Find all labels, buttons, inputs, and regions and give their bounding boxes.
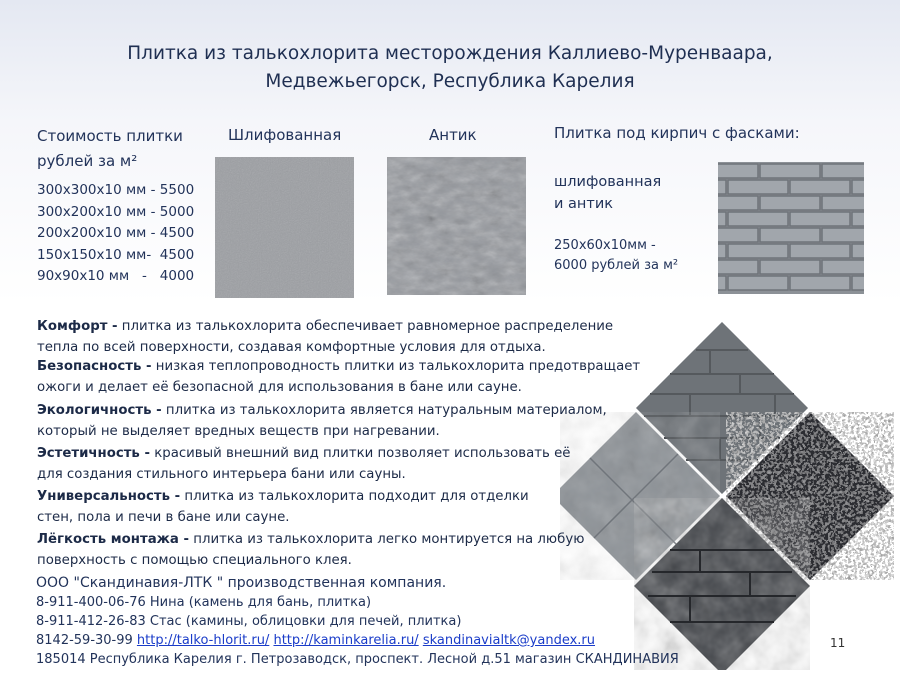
antique-tile-image	[387, 157, 526, 295]
phone-office: 8142-59-30-99	[36, 633, 137, 648]
feature-text: плитка из талькохлорита обеспечивает равномерное распределение тепла по всей поверхности, создавая комфортные условия для отдыха.	[37, 319, 614, 355]
title-line-2: Медвежьегорск, Республика Карелия	[265, 71, 635, 92]
link-kaminkarelia[interactable]: http://kaminkarelia.ru/	[273, 633, 419, 648]
phone-links-row	[36, 631, 679, 650]
feature-text: плитка из талькохлорита подходит для отделки стен, пола и печи в бане или сауне.	[37, 489, 529, 525]
brick-finish-line-2: и антик	[554, 196, 614, 212]
price-heading	[37, 124, 183, 174]
price-list	[37, 180, 194, 288]
feature-safety	[37, 356, 665, 398]
title-line-1: Плитка из талькохлорита месторождения Каллиево-Муренваара,	[127, 43, 773, 64]
polished-label: Шлифованная	[228, 126, 342, 144]
slide-title	[60, 40, 840, 96]
price-item: 300х300х10 мм - 5500	[37, 182, 195, 198]
feature-name: Лёгкость монтажа -	[37, 532, 190, 547]
feature-name: Эстетичность -	[37, 446, 150, 461]
feature-text: плитка из талькохлорита является натуральным материалом, который не выделяет вредных веществ при нагревании.	[37, 403, 607, 439]
company-name: ООО "Скандинавия-ЛТК " производственная компания.	[36, 575, 447, 591]
polished-tile-image	[215, 157, 354, 298]
page-number: 11	[830, 636, 846, 650]
price-item: 300х200х10 мм - 5000	[37, 203, 195, 220]
brick-finish	[554, 171, 661, 215]
feature-aesthetics	[37, 443, 577, 485]
feature-versatility	[37, 486, 537, 528]
feature-text: низкая теплопроводность плитки из талькохлорита предотвращает ожоги и делает её безопасной для использования в бане или сауне.	[37, 359, 641, 395]
feature-comfort	[37, 316, 642, 358]
price-item: 200х200х10 мм - 4500	[37, 225, 195, 241]
brick-price-value: 6000 рублей за м²	[554, 258, 679, 273]
feature-name: Комфорт -	[37, 319, 118, 334]
price-item: 150х150х10 мм- 4500	[37, 246, 195, 263]
link-talko-hlorit[interactable]: http://talko-hlorit.ru/	[136, 633, 270, 648]
brick-size: 250х60х10мм -	[554, 238, 656, 253]
brick-finish-line-1: шлифованная	[554, 174, 662, 190]
brick-tile-label: Плитка под кирпич с фасками:	[554, 124, 800, 142]
brick-price	[554, 236, 678, 276]
feature-easy-install	[37, 529, 607, 571]
feature-name: Экологичность -	[37, 403, 162, 418]
price-heading-line-2: рублей за м²	[37, 152, 138, 170]
phone-stas: 8-911-412-26-83 Стас (камины, облицовки для печей, плитка)	[36, 614, 462, 629]
email-link[interactable]: skandinavialtk@yandex.ru	[422, 633, 596, 648]
brick-tile-image	[718, 162, 864, 294]
feature-name: Универсальность -	[37, 489, 181, 504]
antique-label: Антик	[429, 126, 477, 144]
address: 185014 Республика Карелия г. Петрозаводск, проспект. Лесной д.51 магазин СКАНДИНАВИЯ	[36, 652, 679, 667]
phone-nina: 8-911-400-06-76 Нина (камень для бань, плитка)	[36, 595, 372, 610]
feature-text: красивый внешний вид плитки позволяет использовать её для создания стильного интерьера бани или сауны.	[37, 446, 571, 482]
price-heading-line-1: Стоимость плитки	[37, 127, 183, 145]
contacts	[36, 573, 679, 669]
price-item: 90х90х10 мм - 4000	[37, 268, 195, 284]
feature-name: Безопасность -	[37, 359, 152, 374]
feature-ecology	[37, 400, 637, 442]
feature-text: плитка из талькохлорита легко монтируется на любую поверхность с помощью специального клея.	[37, 532, 585, 568]
